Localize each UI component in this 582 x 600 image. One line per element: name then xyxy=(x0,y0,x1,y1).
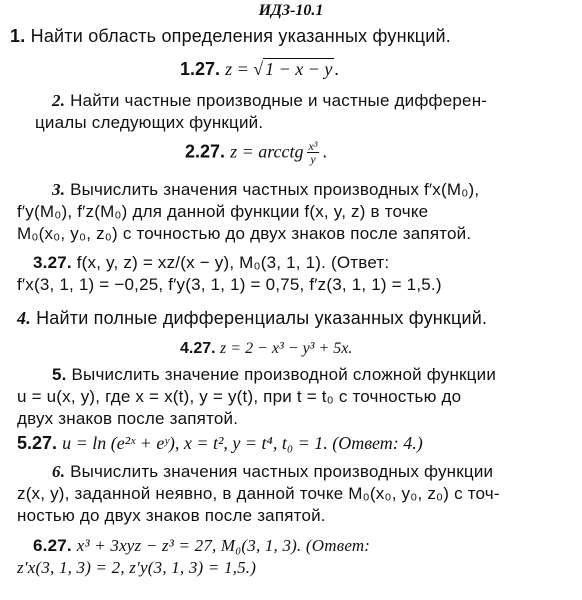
task1-formula-end: . xyxy=(334,59,339,79)
task3-item-l1: f(x, y, z) = xz/(x − y), M₀(3, 1, 1). (Ответ: xyxy=(76,253,390,272)
task2-item-number: 2.27. xyxy=(185,141,226,162)
task5-item xyxy=(17,434,423,452)
task1-heading xyxy=(10,27,451,45)
task4-heading xyxy=(17,309,487,327)
task5-formula: u = ln (e²ˣ + eʸ), x = t², y = t⁴, t₀ = 1. (Ответ: 4.) xyxy=(62,433,423,453)
task5-text-l2: u = u(x, y), где x = x(t), y = y(t), при t = t₀ с точностью до xyxy=(17,387,462,406)
task5-item-number: 5.27. xyxy=(17,433,58,453)
task6-text-l1: Вычислить значения частных производных функции xyxy=(70,462,494,481)
task5-text-l3: двух знаков после запятой. xyxy=(17,409,239,428)
task2-formula-end: . xyxy=(322,141,327,162)
page-title: ИДЗ-10.1 xyxy=(258,2,324,19)
task3-text-l2: f′y(M₀), f′z(M₀) для данной функции f(x, y, z) в точке xyxy=(17,202,429,221)
task3-number: 3. xyxy=(52,180,66,199)
task4-formula: z = 2 − x³ − y³ + 5x. xyxy=(220,340,353,357)
task6-text-l3: ностью до двух знаков после запятой. xyxy=(17,506,326,525)
task6-text-l2: z(x, y), заданной неявно, в данной точке M₀(x₀, y₀, z₀) с точ- xyxy=(17,484,500,503)
task1-text: Найти область определения указанных функций. xyxy=(30,26,451,46)
task5-text-l1: Вычислить значение производной сложной функции xyxy=(71,365,497,384)
task6-item-l1: x³ + 3xyz − z³ = 27, M₀(3, 1, 3). (Ответ: xyxy=(76,536,371,555)
task4-item-number: 4.27. xyxy=(180,340,216,357)
task2-fraction: $\frac{\text{x³}}{y}$ xyxy=(308,139,318,166)
task2-line1 xyxy=(52,92,487,109)
task3-item-line1 xyxy=(33,254,389,271)
task4-item xyxy=(180,341,352,357)
task4-number: 4. xyxy=(17,308,31,328)
task4-text: Найти полные дифференциалы указанных функций. xyxy=(36,308,488,328)
task3-item-number: 3.27. xyxy=(33,253,72,272)
task2-item xyxy=(185,140,327,165)
task2-text-l2: циалы следующих функций. xyxy=(35,113,264,132)
task6-number: 6. xyxy=(52,462,66,481)
task5-number: 5. xyxy=(52,365,67,384)
task2-text-l1: Найти частные производные и частные дифферен- xyxy=(70,91,488,110)
task1-radicand: 1 − x − y xyxy=(265,59,333,79)
task3-text-l3: M₀(x₀, y₀, z₀) с точностью до двух знаков после запятой. xyxy=(17,224,472,243)
task1-number: 1. xyxy=(10,26,26,46)
task1-item xyxy=(180,60,339,78)
sqrt-symbol: √ xyxy=(253,59,264,79)
task2-number: 2. xyxy=(52,91,66,110)
task6-line1 xyxy=(52,463,493,480)
task6-item-l2: z′x(3, 1, 3) = 2, z′y(3, 1, 3) = 1,5.) xyxy=(17,558,257,577)
task3-line1 xyxy=(52,181,479,198)
task3-item-l2: f′x(3, 1, 1) = −0,25, f′y(3, 1, 1) = 0,75, f′z(3, 1, 1) = 1,5.) xyxy=(17,275,442,294)
task5-line1 xyxy=(52,366,496,383)
task1-item-number: 1.27. xyxy=(180,59,221,79)
task3-text-l1: Вычислить значения частных производных f′x(M₀), xyxy=(70,180,480,199)
task1-formula-lhs: z = xyxy=(225,59,254,79)
task2-formula-lhs: z = arcctg xyxy=(230,141,304,162)
task6-item-line1 xyxy=(33,537,370,554)
task6-item-number: 6.27. xyxy=(33,536,72,555)
